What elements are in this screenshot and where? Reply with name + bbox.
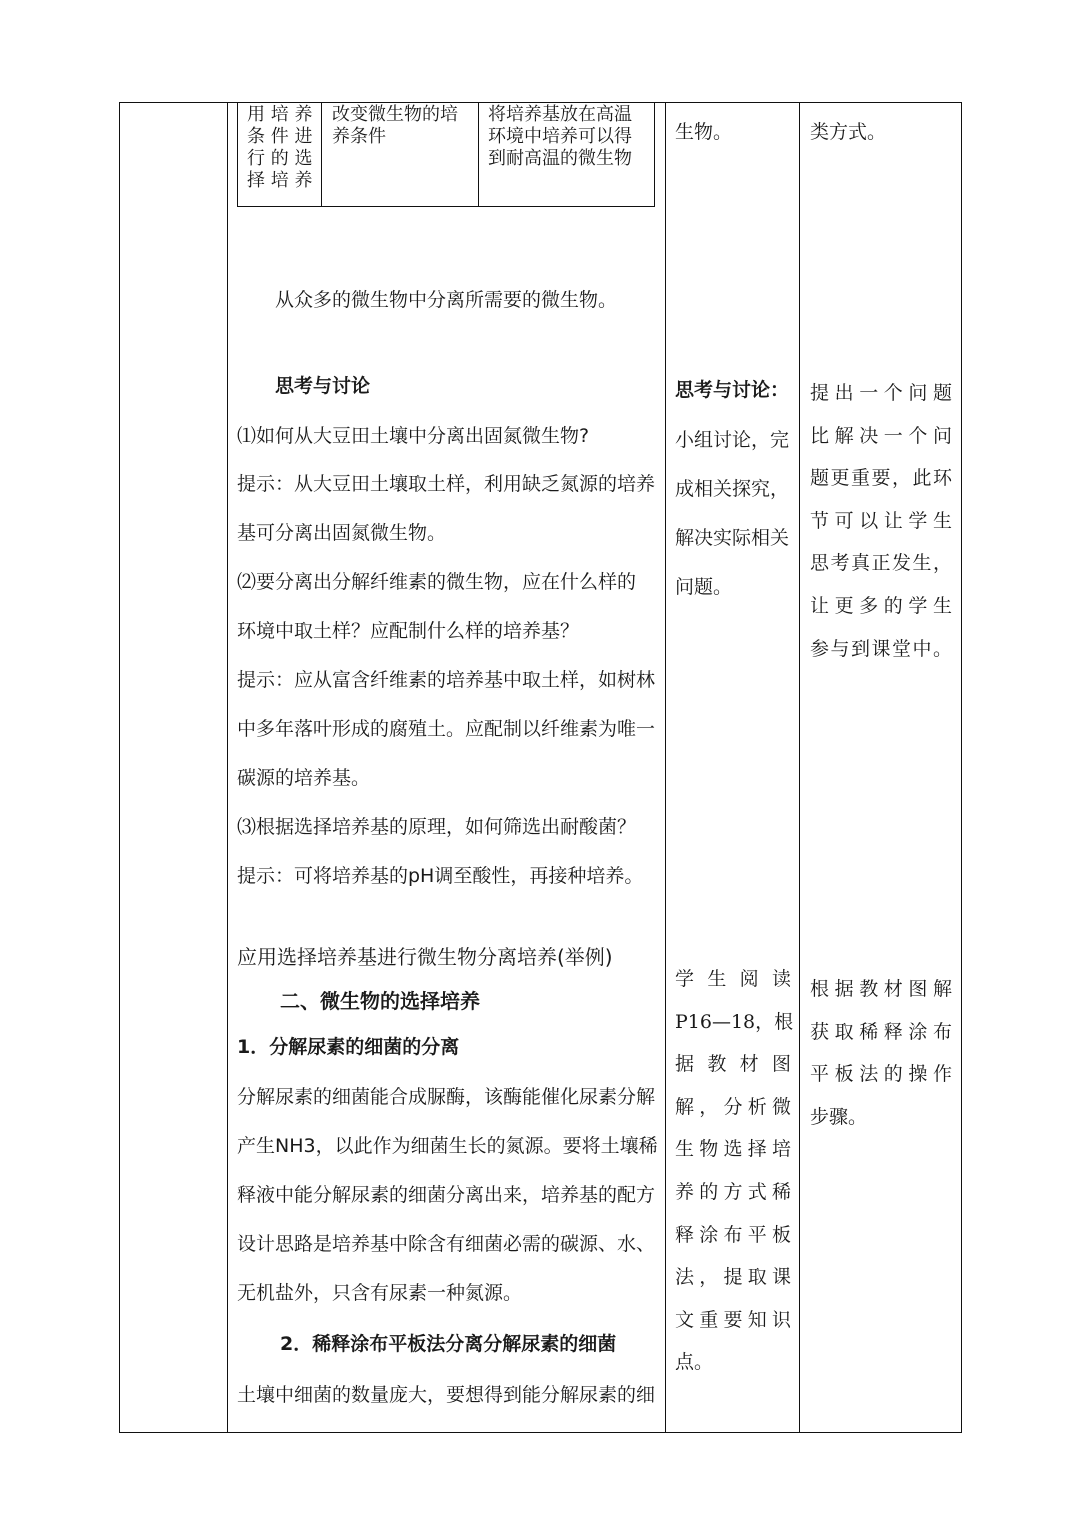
subsection-1-body-line: 产生NH3，以此作为细菌生长的氮源。要将土壤稀 (237, 1135, 658, 1157)
student-read-body (675, 958, 794, 1384)
student-think-label: 思考与讨论： (675, 379, 790, 401)
design-block-1 (810, 372, 952, 670)
subsection-1-heading: 1．分解尿素的细菌的分离 (237, 1036, 460, 1058)
column-divider-2 (665, 102, 666, 1433)
subsection-1-body-line: 分解尿素的细菌能合成脲酶，该酶能催化尿素分解 (237, 1086, 656, 1108)
question-1-hint-line: 提示：从大豆田土壤取土样，利用缺乏氮源的培养 (237, 473, 656, 495)
subsection-1-body-line: 释液中能分解尿素的细菌分离出来，培养基的配方 (237, 1184, 656, 1206)
apply-heading: 应用选择培养基进行微生物分离培养(举例) (237, 945, 613, 969)
inner-table-cell-example (488, 104, 632, 170)
question-1-hint-line: 基可分离出固氮微生物。 (237, 522, 447, 544)
inner-cell-line: 改变微生物的培 (332, 104, 458, 125)
question-1: ⑴如何从大豆田土壤中分离出固氮微生物? (237, 425, 590, 447)
student-read-line: 据 教 材 图 (675, 1053, 791, 1076)
inner-cell-line: 到耐高温的微生物 (488, 148, 632, 169)
design-line: 题更重要，此环 (810, 467, 952, 490)
student-think-line: 小组讨论，完 (675, 429, 790, 451)
question-2-hint-line: 提示：应从富含纤维素的培养基中取土样，如树林 (237, 669, 656, 691)
inner-cell-line: 环境中培养可以得 (488, 126, 632, 147)
student-read-line: 点。 (675, 1351, 714, 1374)
inner-cell-line: 择 培 养 (247, 170, 313, 191)
subsection-2-heading: 2．稀释涂布平板法分离分解尿素的细菌 (280, 1333, 617, 1355)
question-2-hint-line: 中多年落叶形成的腐殖土。应配制以纤维素为唯一 (237, 718, 656, 740)
subsection-2-body-line: 土壤中细菌的数量庞大，要想得到能分解尿素的细 (237, 1384, 656, 1406)
question-3: ⑶根据选择培养基的原理，如何筛选出耐酸菌？ (237, 816, 637, 838)
student-think-line: 成相关探究， (675, 478, 790, 500)
student-top-text: 生物。 (675, 121, 733, 143)
inner-table-right-border (654, 102, 655, 207)
inner-table-cell-principle (332, 104, 458, 148)
question-2-hint-line: 碳源的培养基。 (237, 767, 371, 789)
design-line: 平板法的操作 (810, 1063, 952, 1086)
student-read-line: 法，提取课 (675, 1266, 791, 1289)
student-read-line: 生物选择培 (675, 1138, 791, 1161)
design-line: 提出一个问题 (810, 382, 952, 404)
design-line: 让更多的学生 (810, 594, 952, 617)
student-think-body (675, 416, 789, 612)
design-line: 比解决一个问 (810, 424, 952, 447)
inner-table-cell-method (247, 104, 312, 192)
student-read-line: 学 生 阅 读 (675, 968, 791, 990)
subsection-1-body-line: 无机盐外，只含有尿素一种氮源。 (237, 1282, 523, 1304)
column-divider-3 (799, 102, 800, 1433)
design-line: 获取稀释涂布 (810, 1020, 952, 1043)
design-line: 参与到课堂中。 (810, 637, 952, 660)
inner-cell-line: 行 的 选 (247, 148, 313, 169)
student-read-line: 文重要知识 (675, 1308, 791, 1331)
design-block-2 (810, 968, 952, 1138)
question-3-hint: 提示：可将培养基的pH调至酸性，再接种培养。 (237, 865, 644, 887)
student-read-line: 养的方式稀 (675, 1180, 791, 1203)
inner-cell-line: 将培养基放在高温 (488, 104, 632, 125)
table-bottom-border (119, 1432, 962, 1433)
table-right-border (961, 102, 962, 1433)
inner-table-divider-1 (321, 102, 322, 207)
intro-text: 从众多的微生物中分离所需要的微生物。 (275, 289, 618, 311)
table-top-border (119, 102, 962, 103)
subsection-1-body-line: 设计思路是培养基中除含有细菌必需的碳源、水、 (237, 1233, 656, 1255)
inner-cell-line: 养条件 (332, 126, 386, 147)
student-think-line: 解决实际相关 (675, 527, 790, 549)
design-line: 根据教材图解 (810, 978, 952, 1000)
think-discuss-heading: 思考与讨论 (275, 375, 371, 397)
student-think-line: 问题。 (675, 576, 733, 598)
table-left-border (119, 102, 120, 1433)
design-line: 节可以让学生 (810, 509, 952, 532)
student-read-line: P16—18，根 (675, 1010, 794, 1033)
inner-table-bottom-border (237, 206, 655, 207)
inner-table-left-border (237, 102, 238, 207)
inner-cell-line: 用 培 养 (247, 104, 313, 125)
question-2-line: 环境中取土样？应配制什么样的培养基？ (237, 620, 580, 642)
student-read-line: 释涂布平板 (675, 1223, 791, 1246)
design-top-text: 类方式。 (810, 121, 887, 143)
section-2-heading: 二、微生物的选择培养 (280, 989, 480, 1013)
inner-cell-line: 条 件 进 (247, 126, 313, 147)
inner-table-divider-2 (478, 102, 479, 207)
design-line: 步骤。 (810, 1105, 868, 1128)
design-line: 思考真正发生， (810, 552, 952, 575)
column-divider-1 (227, 102, 228, 1433)
student-read-line: 解，分析微 (675, 1095, 791, 1118)
question-2-line: ⑵要分离出分解纤维素的微生物，应在什么样的 (237, 571, 637, 593)
